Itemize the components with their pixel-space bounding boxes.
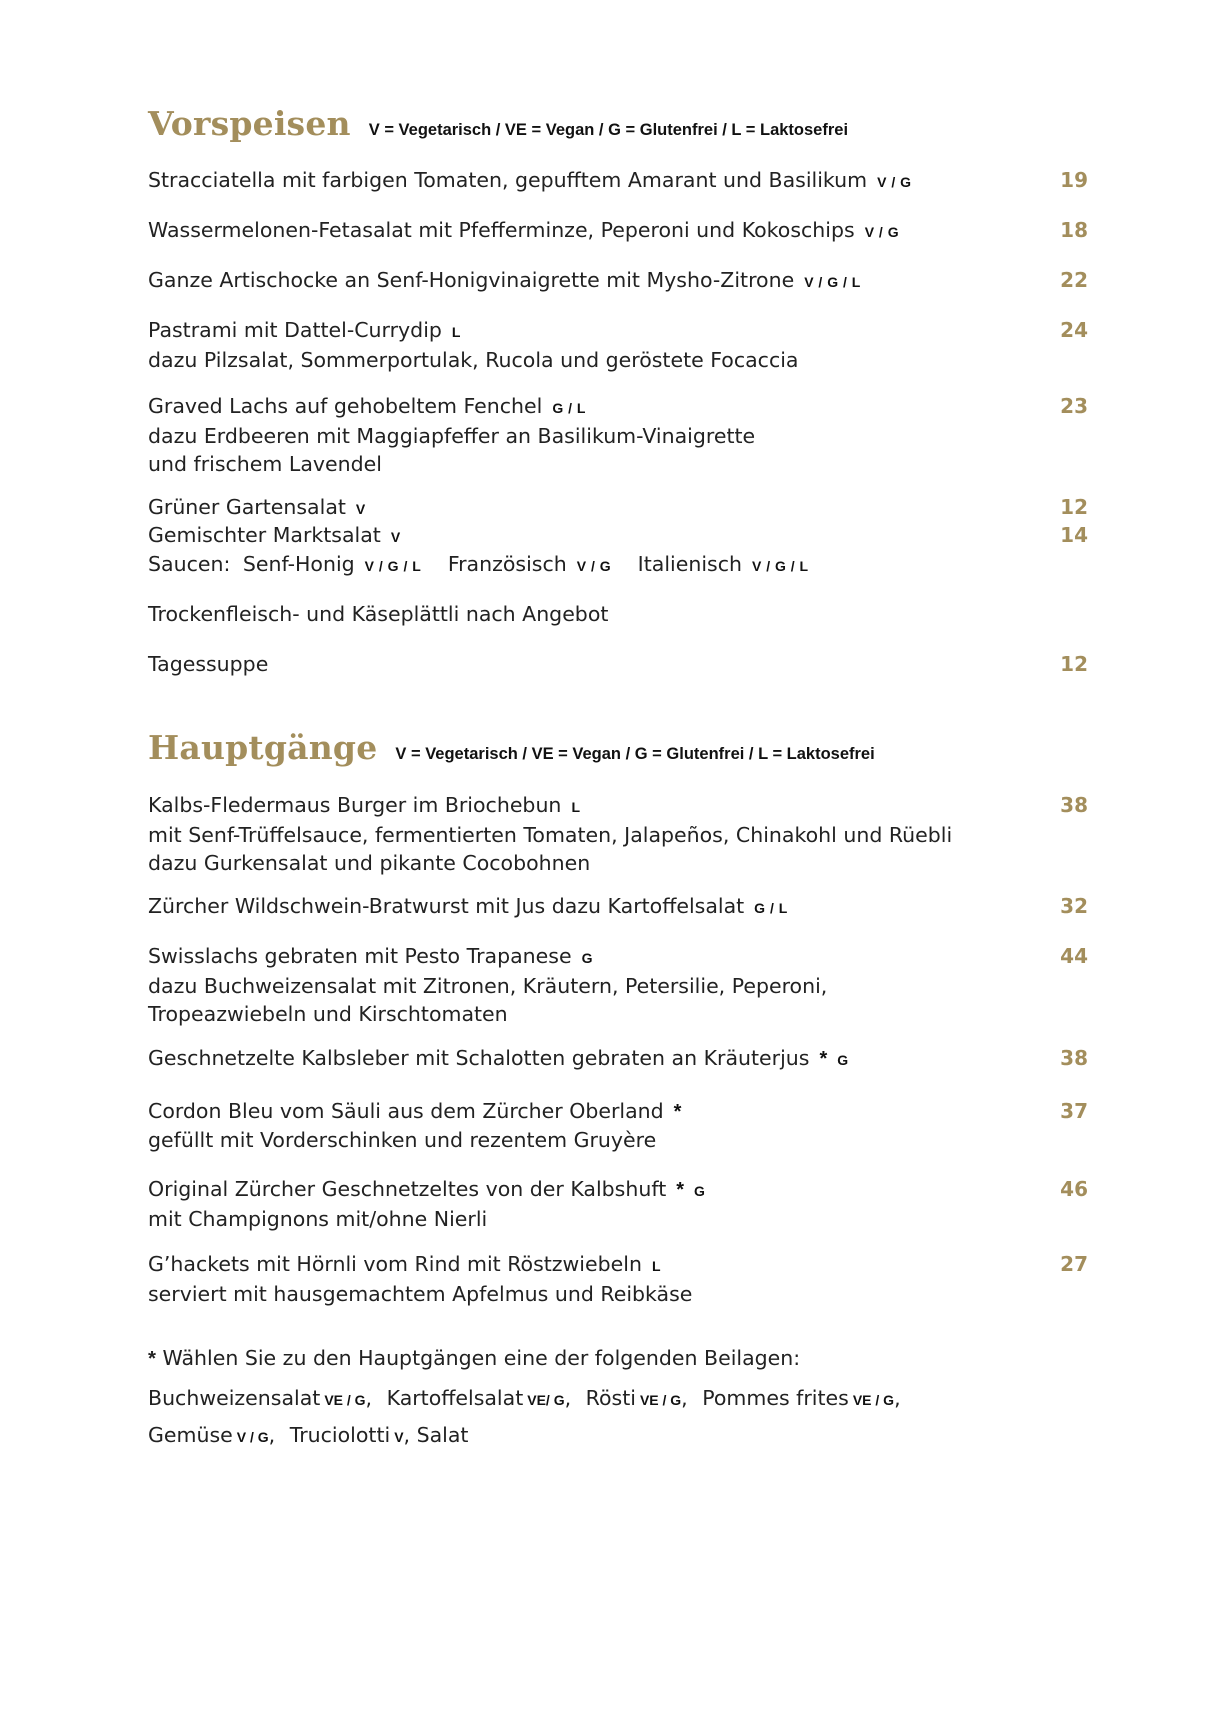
side-choice-marker: * — [819, 1048, 828, 1070]
menu-item — [148, 266, 1088, 296]
separator: , — [681, 1386, 688, 1410]
dish-description: serviert mit hausgemachtem Apfelmus und Reibkäse — [148, 1282, 693, 1306]
dish-description: dazu Pilzsalat, Sommerportulak, Rucola und geröstete Focaccia — [148, 348, 799, 372]
dish-name: Trockenfleisch- und Käseplättli nach Angebot — [148, 602, 609, 626]
side-name: Kartoffelsalat — [386, 1386, 524, 1410]
menu-item — [148, 493, 1088, 523]
diet-tags: G — [694, 1183, 706, 1199]
menu-item — [148, 216, 1088, 246]
dish-name: Pastrami mit Dattel-Currydip — [148, 318, 442, 342]
menu-page — [148, 0, 1088, 1728]
sauces-line — [148, 550, 1088, 580]
side-name: Rösti — [585, 1386, 636, 1410]
menu-item — [148, 942, 1088, 1028]
side-choice-marker: * — [676, 1179, 685, 1201]
sides-intro — [148, 1344, 800, 1373]
menu-item — [148, 892, 1088, 922]
price: 19 — [1060, 168, 1088, 192]
sauce-name: Senf-Honig — [242, 552, 355, 576]
dish-name: Original Zürcher Geschnetzeltes von der Kalbshuft — [148, 1177, 667, 1201]
diet-tags: V — [394, 1429, 404, 1445]
price: 18 — [1060, 218, 1088, 242]
side-name: Buchweizensalat — [148, 1386, 321, 1410]
price: 12 — [1060, 652, 1088, 676]
sauces-label: Saucen: — [148, 552, 231, 576]
dish-name: Tagessuppe — [148, 652, 269, 676]
menu-item — [148, 791, 1088, 877]
dish-description: mit Champignons mit/ohne Nierli — [148, 1207, 488, 1231]
separator: , Salat — [403, 1423, 469, 1447]
diet-tags: G / L — [754, 900, 788, 916]
side-choice-marker: * — [673, 1101, 682, 1123]
dish-description: dazu Buchweizensalat mit Zitronen, Kräutern, Petersilie, Peperoni, — [148, 974, 828, 998]
dish-name: Stracciatella mit farbigen Tomaten, gepufftem Amarant und Basilikum — [148, 168, 868, 192]
dish-name: Kalbs-Fledermaus Burger im Briochebun — [148, 793, 562, 817]
price: 23 — [1060, 394, 1088, 418]
sides-intro-text: Wählen Sie zu den Hauptgängen eine der folgenden Beilagen: — [162, 1346, 801, 1370]
dish-name: Grüner Gartensalat — [148, 495, 346, 519]
diet-tags: V — [355, 501, 366, 517]
dish-name: G’hackets mit Hörnli vom Rind mit Röstzwiebeln — [148, 1252, 642, 1276]
diet-tags: V / G — [877, 174, 912, 190]
menu-item — [148, 650, 1088, 678]
section-heading-starters — [148, 104, 848, 143]
menu-item — [148, 1097, 1088, 1154]
diet-tags: V / G / L — [751, 558, 809, 574]
dish-name: Cordon Bleu vom Säuli aus dem Zürcher Oberland — [148, 1099, 664, 1123]
price: 27 — [1060, 1252, 1088, 1276]
sides-list — [148, 1421, 468, 1451]
dish-description: dazu Erdbeeren mit Maggiapfeffer an Basilikum-Vinaigrette — [148, 424, 756, 448]
section-title: Vorspeisen — [148, 104, 351, 143]
price: 32 — [1060, 894, 1088, 918]
menu-item — [148, 1250, 1088, 1308]
section-heading-mains — [148, 728, 875, 767]
price: 14 — [1060, 523, 1088, 547]
dish-name: Geschnetzelte Kalbsleber mit Schalotten gebraten an Kräuterjus — [148, 1046, 810, 1070]
dish-name: Wassermelonen-Fetasalat mit Pfefferminze, Peperoni und Kokoschips — [148, 218, 855, 242]
dish-description: mit Senf-Trüffelsauce, fermentierten Tomaten, Jalapeños, Chinakohl und Rüebli — [148, 823, 953, 847]
side-choice-marker: * — [148, 1347, 156, 1370]
diet-tags: V / G — [864, 224, 900, 240]
separator: , — [564, 1386, 572, 1410]
menu-item — [148, 521, 1088, 551]
side-name: Truciolotti — [289, 1423, 391, 1447]
diet-tags: V — [390, 529, 401, 545]
diet-tags: V / G / L — [804, 274, 861, 290]
price: 24 — [1060, 318, 1088, 342]
dish-name: Swisslachs gebraten mit Pesto Trapanese — [148, 944, 572, 968]
diet-tags: G — [837, 1052, 849, 1068]
dish-name: Graved Lachs auf gehobeltem Fenchel — [148, 394, 543, 418]
dish-name: Zürcher Wildschwein-Bratwurst mit Jus dazu Kartoffelsalat — [148, 894, 745, 918]
dish-description: und frischem Lavendel — [148, 452, 382, 476]
diet-tags: V / G — [236, 1429, 269, 1445]
menu-item — [148, 1175, 1088, 1233]
separator: , — [268, 1423, 276, 1447]
diet-tags: L — [651, 1258, 661, 1274]
diet-tags: L — [451, 324, 461, 340]
diet-tags: G — [581, 950, 593, 966]
dish-description: dazu Gurkensalat und pikante Cocobohnen — [148, 851, 591, 875]
dish-description: gefüllt mit Vorderschinken und rezentem Gruyère — [148, 1128, 657, 1152]
diet-tags: VE/ G — [527, 1392, 565, 1408]
sauce-name: Französisch — [447, 552, 567, 576]
sauce-name: Italienisch — [637, 552, 742, 576]
side-name: Pommes frites — [702, 1386, 849, 1410]
price: 46 — [1060, 1177, 1088, 1201]
price: 44 — [1060, 944, 1088, 968]
separator: , — [365, 1386, 373, 1410]
dish-description: Tropeazwiebeln und Kirschtomaten — [148, 1002, 508, 1026]
diet-tags: VE / G — [852, 1392, 895, 1408]
side-name: Gemüse — [148, 1423, 233, 1447]
section-title: Hauptgänge — [148, 728, 378, 767]
price: 38 — [1060, 793, 1088, 817]
price: 12 — [1060, 495, 1088, 519]
diet-tags: VE / G — [324, 1392, 366, 1408]
diet-legend: V = Vegetarisch / VE = Vegan / G = Glutenfrei / L = Laktosefrei — [368, 121, 849, 139]
diet-tags: V / G — [576, 558, 612, 574]
diet-tags: L — [571, 799, 581, 815]
menu-item — [148, 166, 1088, 196]
dish-name: Ganze Artischocke an Senf-Honigvinaigrette mit Mysho-Zitrone — [148, 268, 795, 292]
price: 38 — [1060, 1046, 1088, 1070]
menu-item — [148, 600, 1088, 628]
menu-item — [148, 1044, 1088, 1074]
diet-tags: V / G / L — [364, 558, 422, 574]
dish-name: Gemischter Marktsalat — [148, 523, 381, 547]
sides-list — [148, 1384, 901, 1414]
price: 37 — [1060, 1099, 1088, 1123]
diet-tags: VE / G — [639, 1392, 682, 1408]
diet-tags: G / L — [552, 400, 586, 416]
diet-legend: V = Vegetarisch / VE = Vegan / G = Glutenfrei / L = Laktosefrei — [395, 745, 875, 763]
menu-item — [148, 316, 1088, 374]
menu-item — [148, 392, 1088, 478]
price: 22 — [1060, 268, 1088, 292]
separator: , — [894, 1386, 901, 1410]
